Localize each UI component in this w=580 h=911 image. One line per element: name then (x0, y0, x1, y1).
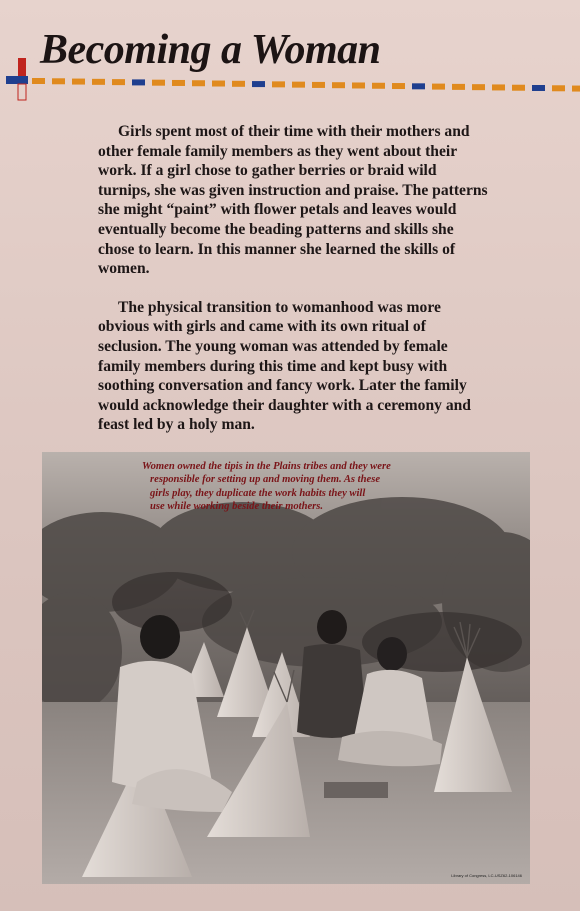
historic-photograph (42, 452, 530, 884)
rule-dash (512, 85, 525, 91)
rule-dash (72, 79, 85, 85)
panel-title: Becoming a Woman (40, 27, 381, 73)
paragraph-womanhood: The physical transition to womanhood was more obvious with girls and came with its own ritual of seclusion. The young woman was attended by female family members during this time and kept busy with soothing conversation and fancy work. Later the family would acknowledge their daughter with a ceremony and feast led by a holy man. (98, 298, 471, 434)
rule-dash (232, 81, 245, 87)
rule-dash (292, 82, 305, 88)
rule-dash (372, 83, 385, 89)
photo-credit: Library of Congress, LC-USZ62-106146 (451, 873, 522, 878)
caption-line: Women owned the tipis in the Plains tribes and they were (142, 461, 391, 472)
rule-dash (352, 82, 365, 88)
rule-dash (492, 84, 505, 90)
rule-dash (252, 81, 265, 87)
rule-dash (52, 78, 65, 84)
rule-outline-mark (18, 84, 26, 100)
rule-dash (132, 79, 145, 85)
rule-dash (312, 82, 325, 88)
rule-dash (532, 85, 545, 91)
rule-dash (212, 81, 225, 87)
rule-blue-mark (6, 76, 28, 84)
rule-dash (432, 84, 445, 90)
rule-dash (472, 84, 485, 90)
caption-line: girls play, they duplicate the work habits they will (150, 487, 366, 499)
paragraph-upbringing: Girls spent most of their time with their mothers and other female family members as they went about their work. If a girl chose to gather berries or braid wild turnips, she was given instruction and praise. The patterns she might “paint” with flower petals and leaves would eventually become the beading patterns and skills she chose to learn. In this manner she learned the skills of women. (98, 123, 488, 278)
rule-dash (92, 79, 105, 85)
rule-dash (332, 82, 345, 88)
rule-dash (552, 85, 565, 91)
rule-dash (412, 83, 425, 89)
rule-dash (272, 81, 285, 87)
body-text (98, 122, 490, 454)
rule-dash (152, 80, 165, 86)
photo-caption (142, 460, 432, 514)
caption-line: responsible for setting up and moving them. As these (150, 474, 381, 486)
rule-dash (572, 86, 580, 92)
rule-dash (192, 80, 205, 86)
rule-dash (452, 84, 465, 90)
rule-dash (112, 79, 125, 85)
rule-dash (392, 83, 405, 89)
photo-image (42, 452, 530, 884)
rule-dash (172, 80, 185, 86)
caption-line: use while working beside their mothers. (150, 501, 324, 513)
rule-dash (32, 78, 45, 84)
